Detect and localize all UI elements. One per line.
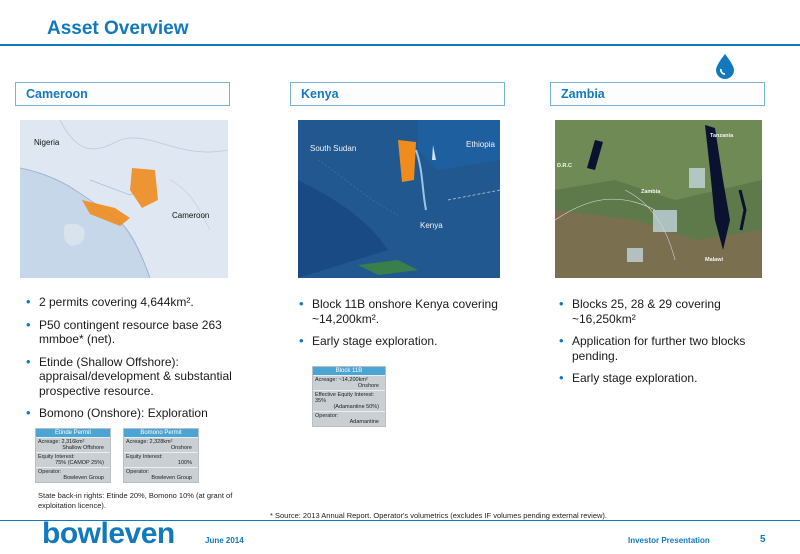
- list-item: • 2 permits covering 4,644km².: [25, 295, 240, 310]
- zambia-map: [555, 120, 762, 278]
- table-row: [124, 452, 198, 467]
- operator-value: Bowleven Group: [63, 475, 104, 481]
- acreage-label: Acreage: ~14,200km²: [315, 377, 368, 383]
- list-item: • Block 11B onshore Kenya covering ~14,200km².: [298, 297, 518, 326]
- water-drop-icon: [714, 53, 736, 79]
- equity-label: Equity Interest:: [126, 454, 163, 460]
- map-label-south-sudan: South Sudan: [310, 144, 357, 153]
- map-label-zambia: Zambia: [641, 189, 661, 195]
- operator-label: Operator:: [38, 469, 62, 475]
- list-item: • Early stage exploration.: [558, 371, 758, 386]
- table-row: [36, 467, 110, 482]
- list-item: • Early stage exploration.: [298, 334, 518, 349]
- operator-label: Operator:: [126, 469, 150, 475]
- source-note: * Source: 2013 Annual Report. Operator's volumetrics (excludes IF volumes pending external review).: [270, 511, 608, 520]
- cameroon-map: [20, 120, 228, 278]
- operator-value: Bowleven Group: [151, 475, 192, 481]
- map-label-kenya: Kenya: [420, 221, 443, 230]
- table-row: [313, 390, 385, 411]
- table-row: [124, 437, 198, 452]
- table-header: Bomono Permit: [124, 429, 198, 437]
- tab-kenya: [290, 82, 505, 106]
- equity-label: Equity Interest:: [38, 454, 75, 460]
- zambia-bullets: [558, 297, 758, 394]
- tab-kenya-label: Kenya: [301, 87, 339, 101]
- kenya-map: [298, 120, 500, 278]
- footer-date: June 2014: [205, 536, 244, 545]
- equity-label: Effective Equity Interest: 35%: [315, 392, 375, 404]
- operator-value: Adamantine: [349, 419, 379, 425]
- map-label-cameroon: Cameroon: [172, 211, 210, 220]
- equity-value: 100%: [177, 460, 192, 466]
- list-item: • P50 contingent resource base 263 mmboe* (net).: [25, 318, 240, 347]
- kenya-bullets: [298, 297, 518, 357]
- acreage-label: Acreage: 2,328km²: [126, 439, 173, 445]
- tab-cameroon: [15, 82, 230, 106]
- title-rule: [0, 44, 800, 46]
- equity-value: 75% (CAMOP 25%): [55, 460, 104, 466]
- tab-zambia: [550, 82, 765, 106]
- equity-value: (Adamantine 50%): [333, 404, 379, 410]
- list-item: • Application for further two blocks pending.: [558, 334, 758, 363]
- acreage-value: Onshore: [170, 445, 192, 451]
- etinde-permit-table: [35, 428, 111, 483]
- footer-label: Investor Presentation: [628, 536, 710, 545]
- table-row: [36, 437, 110, 452]
- map-label-drc: D.R.C: [557, 163, 572, 169]
- acreage-value: Shallow Offshore: [62, 445, 104, 451]
- bowleven-logo: bowleven: [42, 517, 175, 550]
- table-header: Etinde Permit: [36, 429, 110, 437]
- bomono-permit-table: [123, 428, 199, 483]
- list-item: • Bomono (Onshore): Exploration: [25, 406, 240, 421]
- tab-cameroon-label: Cameroon: [26, 87, 88, 101]
- operator-label: Operator:: [315, 413, 339, 419]
- table-row: [313, 375, 385, 390]
- table-row: [124, 467, 198, 482]
- map-label-nigeria: Nigeria: [34, 138, 60, 147]
- table-header: Block 11B: [313, 367, 385, 375]
- table-row: [36, 452, 110, 467]
- table-row: [313, 411, 385, 426]
- tab-zambia-label: Zambia: [561, 87, 605, 101]
- state-backin-note: State back-in rights: Etinde 20%, Bomono 10% (at grant of exploitation licence).: [38, 491, 233, 510]
- map-label-malawi: Malawi: [705, 257, 724, 263]
- acreage-label: Acreage: 2,316km²: [38, 439, 85, 445]
- acreage-value: Onshore: [357, 383, 379, 389]
- page-title: Asset Overview: [47, 18, 189, 39]
- cameroon-bullets: [25, 295, 240, 429]
- list-item: • Blocks 25, 28 & 29 covering ~16,250km²: [558, 297, 758, 326]
- list-item: • Etinde (Shallow Offshore): appraisal/development & substantial prospective resource.: [25, 355, 240, 399]
- map-label-tanzania: Tanzania: [710, 133, 734, 139]
- page-number: 5: [760, 534, 766, 545]
- block11b-table: [312, 366, 386, 427]
- map-label-ethiopia: Ethiopia: [466, 140, 495, 149]
